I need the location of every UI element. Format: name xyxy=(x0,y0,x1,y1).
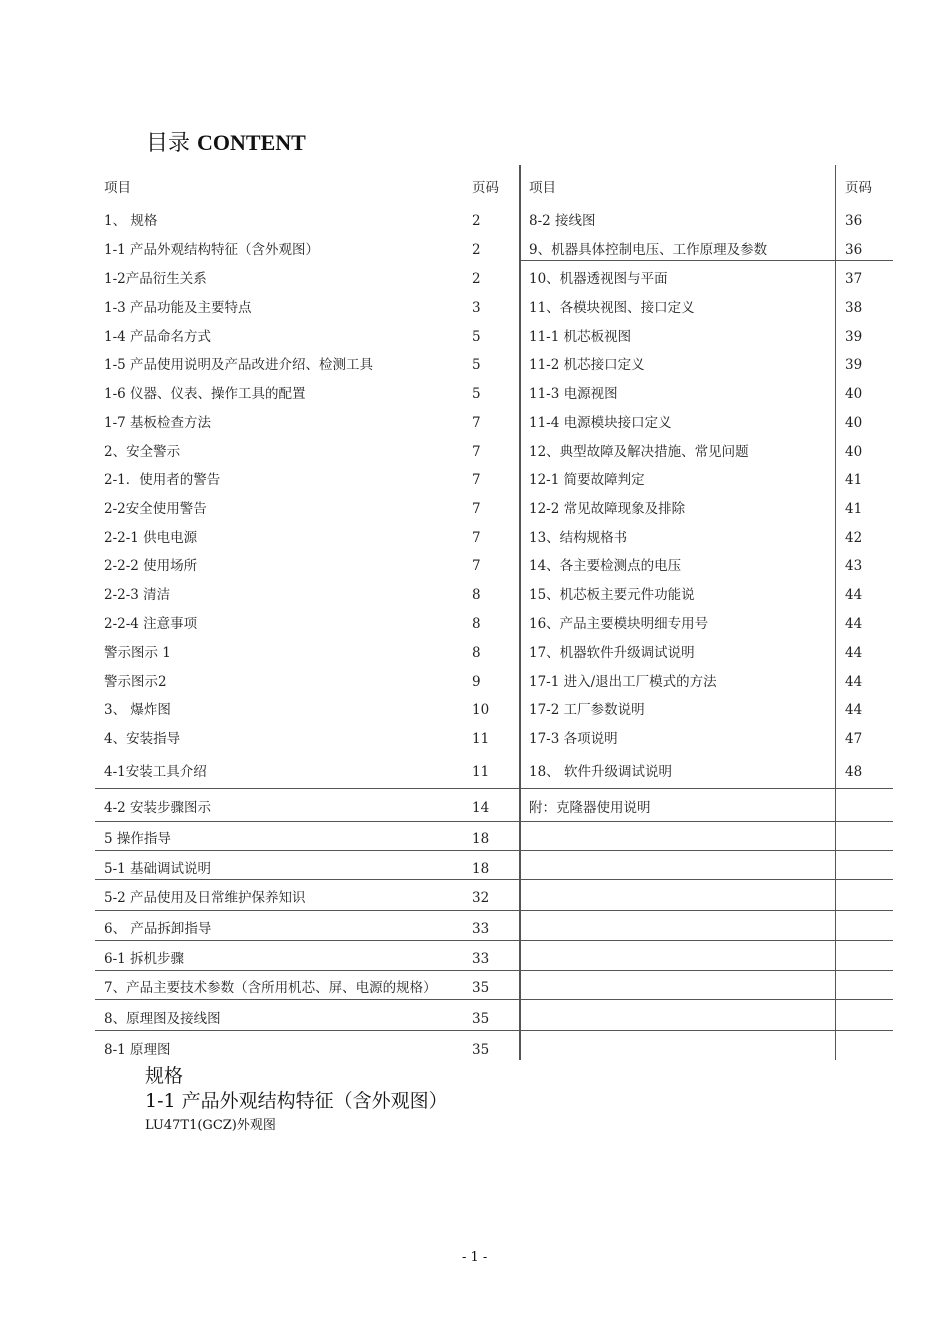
table-rule xyxy=(95,821,893,822)
toc-item-right: 17-2 工厂参数说明 xyxy=(529,702,645,718)
toc-item-left: 警示图示2 xyxy=(104,674,167,690)
toc-item-left: 1-1 产品外观结构特征（含外观图） xyxy=(104,242,320,258)
toc-item-right: 16、产品主要模块明细专用号 xyxy=(529,616,709,632)
toc-item-right: 11-4 电源模块接口定义 xyxy=(529,415,672,431)
toc-item-right: 18、 软件升级调试说明 xyxy=(529,764,672,780)
toc-page-left: 7 xyxy=(472,501,481,517)
toc-page-right: 40 xyxy=(845,386,863,402)
toc-page-right: 44 xyxy=(845,702,863,718)
toc-item-left: 1-7 基板检查方法 xyxy=(104,415,212,431)
toc-page-left: 35 xyxy=(472,1011,490,1027)
table-rule xyxy=(95,850,893,851)
toc-page-left: 11 xyxy=(472,764,490,780)
toc-item-right: 附：克隆器使用说明 xyxy=(529,800,651,816)
toc-item-right: 17-1 进入/退出工厂模式的方法 xyxy=(529,674,717,690)
toc-item-right: 12-2 常见故障现象及排除 xyxy=(529,501,686,517)
toc-item-left: 警示图示 1 xyxy=(104,645,171,661)
header-item-right: 项目 xyxy=(529,180,556,196)
toc-page-right: 44 xyxy=(845,674,863,690)
toc-page-left: 5 xyxy=(472,386,481,402)
toc-item-left: 1-6 仪器、仪表、操作工具的配置 xyxy=(104,386,306,402)
toc-page-left: 10 xyxy=(472,702,490,718)
toc-page-left: 18 xyxy=(472,861,490,877)
toc-item-right: 17-3 各项说明 xyxy=(529,731,618,747)
toc-item-left: 2-2-3 清洁 xyxy=(104,587,171,603)
table-divider-middle xyxy=(519,165,521,1060)
toc-item-right: 14、各主要检测点的电压 xyxy=(529,558,682,574)
toc-page-left: 7 xyxy=(472,472,481,488)
toc-item-left: 8、原理图及接线图 xyxy=(104,1011,221,1027)
toc-page-left: 2 xyxy=(472,271,481,287)
toc-item-right: 8-2 接线图 xyxy=(529,213,596,229)
toc-item-right: 9、机器具体控制电压、工作原理及参数 xyxy=(529,242,768,258)
toc-item-left: 2-2-4 注意事项 xyxy=(104,616,198,632)
toc-page-left: 14 xyxy=(472,800,490,816)
table-rule xyxy=(95,879,893,880)
table-rule xyxy=(95,970,893,971)
header-page-left: 页码 xyxy=(472,180,499,196)
toc-page-right: 41 xyxy=(845,472,863,488)
table-rule xyxy=(520,260,893,261)
toc-item-left: 2-1．使用者的警告 xyxy=(104,472,221,488)
toc-page-right: 39 xyxy=(845,329,863,345)
header-page-right: 页码 xyxy=(845,180,872,196)
toc-item-left: 2、安全警示 xyxy=(104,444,181,460)
table-rule xyxy=(95,1030,893,1031)
toc-item-right: 11-1 机芯板视图 xyxy=(529,329,632,345)
toc-page-right: 43 xyxy=(845,558,863,574)
toc-item-right: 12-1 简要故障判定 xyxy=(529,472,645,488)
toc-item-right: 17、机器软件升级调试说明 xyxy=(529,645,695,661)
toc-page-left: 8 xyxy=(472,587,481,603)
toc-item-left: 5-2 产品使用及日常维护保养知识 xyxy=(104,890,306,906)
toc-page-left: 7 xyxy=(472,444,481,460)
toc-item-right: 11-2 机芯接口定义 xyxy=(529,357,645,373)
section-heading-1: 规格 xyxy=(145,1065,184,1087)
toc-page-right: 38 xyxy=(845,300,863,316)
toc-page-right: 44 xyxy=(845,616,863,632)
toc-page-left: 8 xyxy=(472,616,481,632)
toc-page-left: 7 xyxy=(472,530,481,546)
toc-item-left: 7、产品主要技术参数（含所用机芯、屏、电源的规格） xyxy=(104,980,437,996)
toc-page-left: 11 xyxy=(472,731,490,747)
table-rule xyxy=(95,910,893,911)
toc-page-left: 7 xyxy=(472,415,481,431)
toc-item-right: 15、机芯板主要元件功能说 xyxy=(529,587,695,603)
title-cn: 目录 xyxy=(146,131,191,156)
toc-item-left: 2-2安全使用警告 xyxy=(104,501,207,517)
toc-page-right: 36 xyxy=(845,213,863,229)
toc-item-left: 4-2 安装步骤图示 xyxy=(104,800,212,816)
toc-item-left: 1-5 产品使用说明及产品改进介绍、检测工具 xyxy=(104,357,374,373)
toc-item-left: 6、 产品拆卸指导 xyxy=(104,921,212,937)
toc-page-right: 42 xyxy=(845,530,863,546)
toc-item-right: 10、机器透视图与平面 xyxy=(529,271,668,287)
toc-page-right: 40 xyxy=(845,415,863,431)
page-title xyxy=(146,126,306,157)
toc-page-right: 41 xyxy=(845,501,863,517)
toc-item-left: 4、安装指导 xyxy=(104,731,181,747)
toc-item-left: 5 操作指导 xyxy=(104,831,171,847)
toc-page-right: 39 xyxy=(845,357,863,373)
table-rule xyxy=(95,788,893,789)
toc-page-right: 47 xyxy=(845,731,863,747)
toc-item-left: 8-1 原理图 xyxy=(104,1042,171,1058)
toc-item-left: 1-3 产品功能及主要特点 xyxy=(104,300,252,316)
toc-page-left: 33 xyxy=(472,951,490,967)
toc-page-right: 37 xyxy=(845,271,863,287)
table-rule xyxy=(95,999,893,1000)
toc-page-left: 8 xyxy=(472,645,481,661)
toc-page-left: 35 xyxy=(472,1042,490,1058)
toc-page-right: 40 xyxy=(845,444,863,460)
table-divider-right xyxy=(835,165,836,1060)
toc-item-left: 4-1安装工具介绍 xyxy=(104,764,207,780)
toc-item-left: 1-2产品衍生关系 xyxy=(104,271,207,287)
title-en: CONTENT xyxy=(197,130,306,155)
toc-page-left: 3 xyxy=(472,300,481,316)
figure-caption: LU47T1(GCZ)外观图 xyxy=(145,1118,276,1133)
toc-item-left: 6-1 拆机步骤 xyxy=(104,951,185,967)
toc-item-left: 1-4 产品命名方式 xyxy=(104,329,212,345)
header-item-left: 项目 xyxy=(104,180,131,196)
toc-page-left: 9 xyxy=(472,674,481,690)
toc-page-left: 5 xyxy=(472,357,481,373)
toc-page-left: 7 xyxy=(472,558,481,574)
toc-page-left: 32 xyxy=(472,890,490,906)
toc-page-left: 2 xyxy=(472,242,481,258)
toc-item-right: 13、结构规格书 xyxy=(529,530,628,546)
toc-item-right: 12、典型故障及解决措施、常见问题 xyxy=(529,444,749,460)
toc-item-left: 2-2-2 使用场所 xyxy=(104,558,198,574)
toc-page-left: 5 xyxy=(472,329,481,345)
toc-page-left: 33 xyxy=(472,921,490,937)
toc-item-left: 1、 规格 xyxy=(104,213,158,229)
toc-page-right: 44 xyxy=(845,587,863,603)
toc-page-right: 44 xyxy=(845,645,863,661)
toc-page-left: 35 xyxy=(472,980,490,996)
toc-page-right: 48 xyxy=(845,764,863,780)
toc-item-right: 11、各模块视图、接口定义 xyxy=(529,300,695,316)
toc-item-left: 3、 爆炸图 xyxy=(104,702,171,718)
toc-item-left: 5-1 基础调试说明 xyxy=(104,861,212,877)
toc-item-left: 2-2-1 供电电源 xyxy=(104,530,198,546)
toc-page-left: 18 xyxy=(472,831,490,847)
page-number: - 1 - xyxy=(462,1250,488,1265)
toc-page-right: 36 xyxy=(845,242,863,258)
table-rule xyxy=(95,940,893,941)
toc-item-right: 11-3 电源视图 xyxy=(529,386,618,402)
section-heading-2: 1-1 产品外观结构特征（含外观图） xyxy=(145,1090,448,1112)
toc-page-left: 2 xyxy=(472,213,481,229)
